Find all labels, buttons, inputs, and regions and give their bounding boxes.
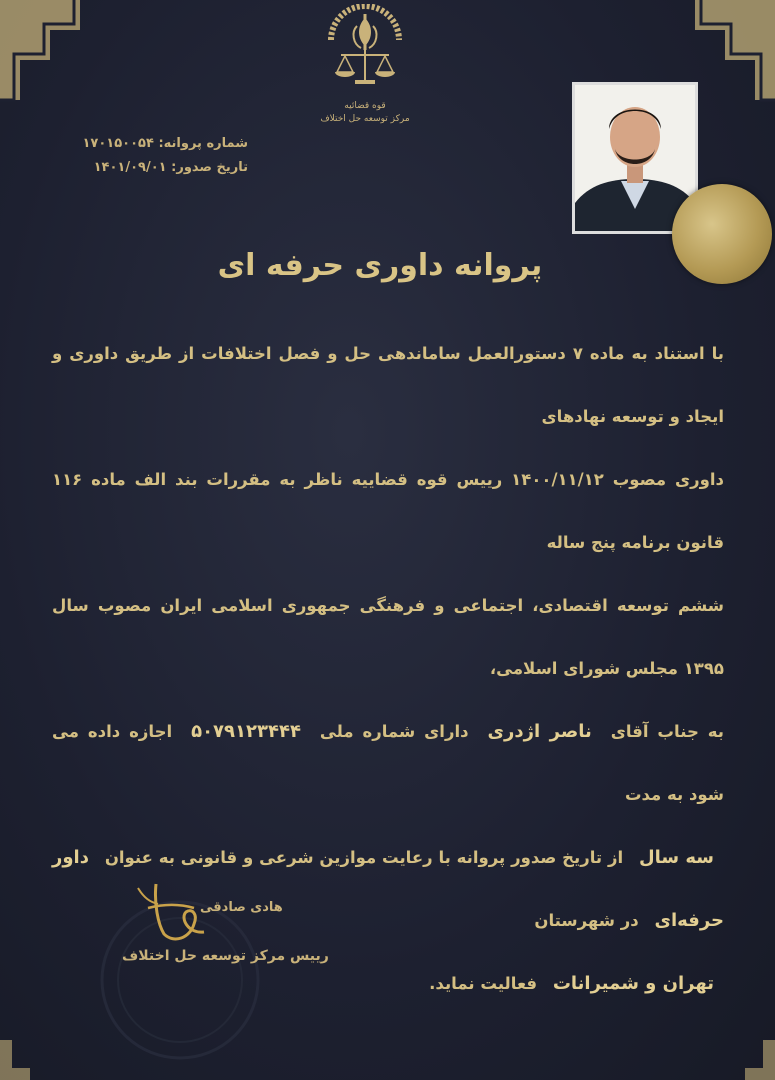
body-line: داوری مصوب ۱۴۰۰/۱۱/۱۲ رییس قوه قضاییه ناظر به مقررات بند الف ماده ۱۱۶ قانون برنامه پنج ساله xyxy=(52,470,725,552)
holder-name: ناصر اژدری xyxy=(487,721,592,742)
license-number-label: شماره پروانه: xyxy=(158,136,248,151)
body-text: فعالیت نماید. xyxy=(429,974,538,993)
issue-date: ۱۴۰۱/۰۹/۰۱ xyxy=(93,160,167,175)
license-number: ۱۷۰۱۵۰۰۵۴ xyxy=(82,136,154,151)
gold-seal xyxy=(672,184,772,284)
emblem-block xyxy=(310,4,420,132)
body-text: اجازه داده می شود به مدت xyxy=(52,722,724,804)
body-text: دارای شماره ملی xyxy=(319,722,469,741)
national-id: ۵۰۷۹۱۲۳۴۴۴ xyxy=(191,721,301,742)
body-text: به جناب آقای xyxy=(610,722,724,741)
issue-date-label: تاریخ صدور: xyxy=(171,160,248,175)
signer-name: هادی صادقی xyxy=(200,900,283,915)
license-duration: سه سال xyxy=(638,847,715,868)
judiciary-emblem-icon xyxy=(317,4,413,100)
body-text: از تاریخ صدور پروانه با رعایت موازین شرعی و قانونی به عنوان xyxy=(104,848,624,867)
person-portrait-icon xyxy=(575,85,695,231)
org-subname: مرکز توسعه حل اختلاف xyxy=(320,114,410,124)
document-title: پروانه داوری حرفه ای xyxy=(217,248,543,283)
issue-date-row xyxy=(48,156,248,180)
license-meta xyxy=(48,132,248,180)
body-line xyxy=(52,700,724,826)
license-number-row xyxy=(48,132,248,156)
body-line: با استناد به ماده ۷ دستورالعمل ساماندهی حل و فصل اختلافات از طریق داوری و ایجاد و توسعه نهادهای xyxy=(52,344,724,426)
signature-block xyxy=(60,860,329,1060)
body-line: ششم توسعه اقتصادی، اجتماعی و فرهنگی جمهوری اسلامی ایران مصوب سال ۱۳۹۵ مجلس شورای اسلامی، xyxy=(52,596,724,678)
corner-ornament xyxy=(0,0,110,110)
signer-role: رییس مرکز توسعه حل اختلاف xyxy=(122,948,329,964)
body-text: در شهرستان xyxy=(534,911,639,930)
org-name: قوه قضائیه xyxy=(344,101,386,111)
license-city: تهران و شمیرانات xyxy=(552,973,714,994)
license-role: داور حرفه‌ای xyxy=(52,847,724,931)
